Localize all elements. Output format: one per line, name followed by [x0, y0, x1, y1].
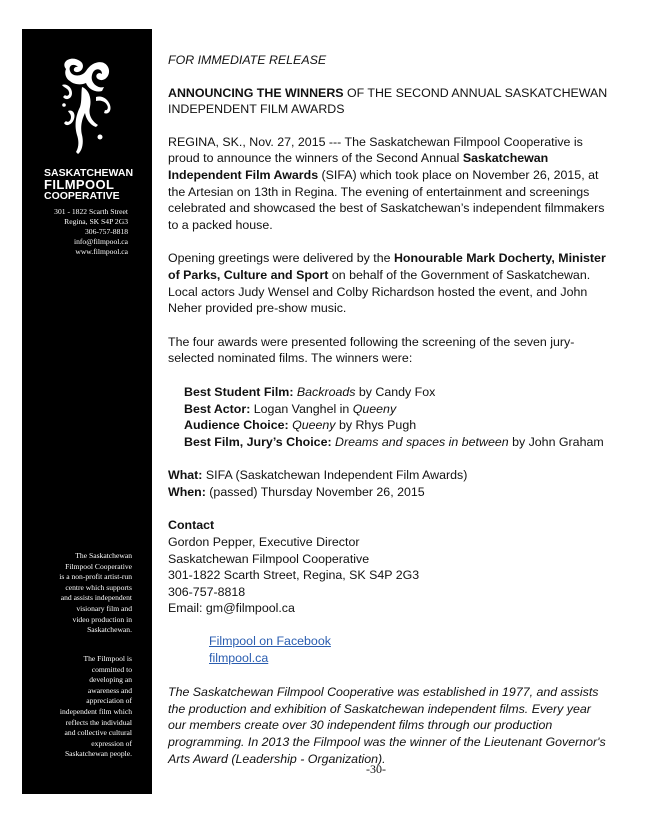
blurb-line: developing an	[89, 675, 132, 685]
contact-organization: Saskatchewan Filmpool Cooperative	[168, 551, 370, 566]
sidebar-blurb-mission	[32, 551, 132, 636]
awards-list	[184, 384, 608, 450]
award-text: by John Graham	[508, 434, 604, 449]
brand-name	[44, 168, 134, 201]
blurb-line: Filmpool Cooperative	[65, 561, 132, 571]
list-item	[184, 417, 608, 434]
film-title: Queeny	[352, 401, 397, 416]
contact-heading: Contact	[168, 518, 215, 533]
address-phone: 306-757-8818	[84, 227, 128, 236]
paragraph-awards-intro: The four awards were presented following the screening of the seven jury-selected nominated films. The winners were:	[168, 334, 575, 366]
blurb-line: Saskatchewan people.	[64, 749, 132, 759]
award-category: Audience Choice:	[184, 418, 289, 433]
website-link[interactable]: filmpool.ca	[209, 650, 269, 665]
headline-bold: ANNOUNCING THE WINNERS	[168, 85, 344, 100]
address-city: Regina, SK S4P 2G3	[64, 217, 128, 226]
filmpool-logo-icon	[52, 55, 122, 155]
blurb-line: independent film which	[59, 706, 132, 716]
headline-rest: OF THE SECOND ANNUAL SASKATCHEWAN INDEPENDENT FILM AWARDS	[168, 85, 608, 117]
blurb-line: Saskatchewan.	[87, 625, 132, 635]
blurb-line: The Filmpool is	[83, 654, 132, 663]
list-item	[184, 384, 608, 401]
event-name: Saskatchewan Independent Film Awards	[168, 151, 549, 182]
blurb-line: centre which supports	[65, 582, 132, 592]
paragraph-greetings	[168, 250, 608, 316]
links-block	[209, 633, 608, 666]
blurb-line: committed to	[91, 664, 132, 674]
blurb-line: is a non-profit artist-run	[59, 572, 132, 582]
address-website: www.filmpool.ca	[75, 247, 128, 256]
address-street: 301 - 1822 Scarth Street	[54, 207, 128, 216]
brand-line-2: FILMPOOL	[44, 177, 115, 192]
film-title: Dreams and spaces in between	[335, 434, 509, 449]
paragraph-text: Opening greetings were delivered by the	[168, 251, 394, 266]
paragraph-announcement	[168, 134, 608, 234]
film-title: Backroads	[296, 384, 356, 399]
closing-paragraph: The Saskatchewan Filmpool Cooperative was established in 1977, and assists the production and exhibition of Saskatchewan independent films. Every year our members create over 30 independent films through our production programming. In 2013 the Filmpool was the winner of the Lieutenant Governor's Arts Award (Leadership - Organization).	[168, 685, 606, 766]
blurb-line: reflects the individual	[65, 717, 132, 727]
blurb-line: visionary film and	[76, 603, 132, 613]
sidebar-blurb-commitment	[32, 654, 132, 760]
blurb-line: expression of	[91, 738, 132, 748]
what-value: SIFA (Saskatchewan Independent Film Awards)	[202, 468, 468, 483]
blurb-line: and assists independent	[60, 593, 132, 603]
press-release	[168, 52, 608, 767]
contact-address: 301-1822 Scarth Street, Regina, SK S4P 2G3	[168, 568, 420, 583]
event-details	[168, 467, 608, 500]
minister-name: Honourable Mark Docherty, Minister of Parks, Culture and Sport	[168, 251, 606, 282]
sidebar-address	[22, 207, 128, 257]
blurb-line: video production in	[72, 614, 132, 624]
when-label: When:	[168, 484, 206, 499]
release-label: FOR IMMEDIATE RELEASE	[168, 53, 327, 67]
paragraph-text: REGINA, SK., Nov. 27, 2015 --- The Saskatchewan Filmpool Cooperative is proud to announce the winners of the Second Annual	[168, 134, 583, 166]
contact-email: Email: gm@filmpool.ca	[168, 601, 295, 616]
award-category: Best Film, Jury’s Choice:	[184, 434, 332, 449]
headline	[168, 85, 608, 118]
film-title: Queeny	[292, 418, 336, 433]
paragraph-text: on behalf of the Government of Saskatchewan. Local actors Judy Wensel and Colby Richardson hosted the event, and John Neher provided pre-show music.	[168, 267, 591, 316]
award-category: Best Student Film:	[184, 384, 294, 399]
award-text: Logan Vanghel in	[250, 401, 353, 416]
contact-section	[168, 517, 608, 617]
list-item	[184, 401, 608, 418]
facebook-link[interactable]: Filmpool on Facebook	[209, 634, 331, 649]
page-number: -30-	[366, 762, 386, 776]
contact-name: Gordon Pepper, Executive Director	[168, 535, 360, 550]
paragraph-text: (SIFA) which took place on November 26, 2015, at the Artesian on 13th in Regina. The evening of entertainment and screenings celebrated and showcased the best of Saskatchewan’s independent filmmakers to a packed house.	[168, 167, 605, 232]
award-category: Best Actor:	[184, 401, 251, 416]
award-text: by Rhys Pugh	[335, 418, 417, 433]
contact-phone: 306-757-8818	[168, 584, 246, 599]
brand-line-1: SASKATCHEWAN	[44, 167, 134, 179]
blurb-line: and collective cultural	[64, 728, 132, 738]
brand-line-3: COOPERATIVE	[44, 190, 120, 202]
what-label: What:	[168, 468, 203, 483]
blurb-line: The Saskatchewan	[75, 551, 132, 560]
blurb-line: awareness and	[87, 685, 132, 695]
blurb-line: appreciation of	[86, 696, 132, 706]
when-value: (passed) Thursday November 26, 2015	[205, 484, 425, 499]
list-item	[184, 434, 608, 451]
sidebar	[22, 29, 152, 794]
award-text: by Candy Fox	[355, 384, 436, 399]
address-email: info@filmpool.ca	[73, 237, 128, 246]
